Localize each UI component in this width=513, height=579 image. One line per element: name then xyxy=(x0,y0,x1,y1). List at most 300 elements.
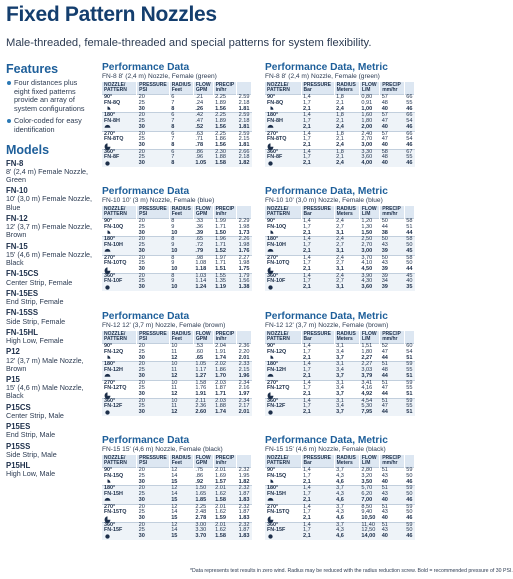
performance-table xyxy=(102,455,252,540)
value-cell: 4,6 xyxy=(334,534,359,540)
value-cell: 2,7 xyxy=(336,223,344,230)
footnote: *Data represents test results in zero wind. Radius may be reduced with the radius reduction screw. Bold = recommended pressure of 30 PSI. xyxy=(190,568,513,574)
value-cell: 3.30 xyxy=(193,528,213,533)
nozzle-model: FN-8H xyxy=(267,117,283,124)
value-cell: 54 xyxy=(406,348,413,355)
value-cell: 4,00 xyxy=(359,161,379,167)
nozzle-model: FN-8F xyxy=(104,154,120,161)
value-cell: 12 xyxy=(169,468,193,474)
model-item xyxy=(6,290,94,306)
value-cell: 1.95 xyxy=(238,472,250,479)
value-cell: 1.83 xyxy=(238,496,250,503)
value-cell: 4,10 xyxy=(361,260,373,267)
value-cell: 3,30 xyxy=(359,150,379,156)
nozzle-model: FN-15TQ xyxy=(267,509,290,516)
value-cell: 3.70 xyxy=(193,534,213,540)
table-row xyxy=(102,267,252,274)
performance-table xyxy=(102,331,252,416)
column-header xyxy=(404,455,414,468)
value-cell: 20 xyxy=(137,399,170,405)
value-cell: 1.86 xyxy=(213,368,237,373)
table-row xyxy=(265,534,415,540)
value-cell: 1.58 xyxy=(213,497,237,504)
value-cell: .52 xyxy=(193,124,213,131)
value-cell: 30 xyxy=(138,391,145,398)
value-cell: 25 xyxy=(138,223,145,230)
value-cell: 25 xyxy=(137,155,170,160)
value-cell: 2,1 xyxy=(301,285,334,291)
value-cell: .39 xyxy=(195,229,204,236)
value-cell: 2.59 xyxy=(238,94,250,101)
value-cell: 30 xyxy=(138,354,145,361)
value-cell: 43 xyxy=(380,243,405,248)
pattern-angle: 360° xyxy=(104,149,116,156)
value-cell: 2.01 xyxy=(213,486,237,492)
value-cell: 1,50 xyxy=(361,229,373,236)
value-cell: 2.03 xyxy=(213,380,237,386)
block-subtitle: FN-15 15' (4,6 m) Nozzle, Female (black) xyxy=(265,446,386,453)
value-cell: 3,7 xyxy=(336,391,344,398)
value-cell: 2,00 xyxy=(359,124,379,131)
value-cell: 46 xyxy=(404,534,414,540)
value-cell: 2.25 xyxy=(213,113,237,119)
value-cell: 1,7 xyxy=(303,223,311,230)
value-cell: 6,20 xyxy=(359,492,379,497)
value-cell: 40 xyxy=(380,534,405,540)
value-cell: 1,7 xyxy=(301,368,334,373)
value-cell: 8 xyxy=(171,142,175,149)
value-cell: 1.03 xyxy=(193,274,213,280)
value-cell: 1,30 xyxy=(361,223,373,230)
value-cell: 12 xyxy=(169,410,193,416)
spray-pattern-icon xyxy=(104,373,111,378)
value-cell: 1.85 xyxy=(193,497,213,504)
nozzle-model: FN-15H xyxy=(104,490,123,497)
value-cell: 20 xyxy=(137,362,170,368)
nozzle-model: FN-12Q xyxy=(104,348,124,355)
table-row xyxy=(102,285,252,291)
value-cell: 1,8 xyxy=(334,131,359,137)
value-cell: 12 xyxy=(169,523,193,529)
value-cell: 1.82 xyxy=(238,160,250,167)
value-cell: 46 xyxy=(406,478,413,485)
value-cell: 25 xyxy=(137,368,170,373)
value-cell: .36 xyxy=(195,223,204,230)
value-cell: 3,1 xyxy=(334,362,359,368)
value-cell: 1.76 xyxy=(195,385,207,392)
value-cell: 25 xyxy=(137,492,170,497)
value-cell: 2.17 xyxy=(238,403,250,410)
performance-table xyxy=(265,331,415,416)
value-cell: 1.87 xyxy=(238,490,250,497)
value-cell: 1.91 xyxy=(195,391,207,398)
value-cell: 59 xyxy=(404,486,414,492)
table-row xyxy=(265,285,415,291)
value-cell: .60 xyxy=(195,348,204,355)
value-cell: 1.82 xyxy=(238,478,250,485)
value-cell: 1.19 xyxy=(213,285,237,291)
spray-pattern-icon xyxy=(267,392,274,397)
value-cell: 1,20 xyxy=(359,219,379,225)
value-cell: 30 xyxy=(137,497,170,504)
models-list xyxy=(6,160,94,479)
value-cell: 4,3 xyxy=(336,509,344,516)
value-cell: 8,50 xyxy=(359,504,379,510)
value-cell: 1.83 xyxy=(238,515,250,522)
value-cell: 39 xyxy=(381,266,388,273)
value-cell: 9 xyxy=(171,260,175,267)
model-desc: End Strip, Male xyxy=(6,430,56,440)
value-cell: 2.48 xyxy=(195,509,207,516)
value-cell: 34 xyxy=(380,279,405,284)
value-cell: 2.25 xyxy=(213,131,237,137)
value-cell: 25 xyxy=(137,119,170,124)
value-cell: 2.11 xyxy=(193,399,213,405)
value-cell: 12,50 xyxy=(359,528,379,533)
value-cell: 1.27 xyxy=(193,373,213,380)
pattern-angle: 270° xyxy=(104,254,116,261)
value-cell: 1,80 xyxy=(361,348,373,355)
value-cell: 6 xyxy=(169,150,193,156)
value-cell: 1.05 xyxy=(193,362,213,368)
value-cell: 58 xyxy=(404,219,414,225)
value-cell: 2,1 xyxy=(301,248,334,255)
value-cell: 7 xyxy=(171,136,175,143)
features-list xyxy=(6,79,94,135)
nozzle-model: FN-15H xyxy=(267,490,286,497)
performance-block xyxy=(102,62,252,167)
value-cell: 25 xyxy=(137,528,170,533)
value-cell: 30 xyxy=(137,124,170,131)
nozzle-model: FN-12Q xyxy=(267,348,287,355)
value-cell: 45 xyxy=(404,274,414,280)
value-cell: 2.59 xyxy=(238,112,250,119)
value-cell: 25 xyxy=(138,348,145,355)
block-subtitle: FN-10 10' (3 m) Nozzle, Female (blue) xyxy=(102,197,215,204)
value-cell: 59 xyxy=(404,523,414,529)
value-cell: 3,70 xyxy=(359,255,379,261)
value-cell: 0,91 xyxy=(361,99,373,106)
model-desc: 10' (3,0 m) Female Nozzle, Blue xyxy=(6,194,93,212)
spray-pattern-icon xyxy=(104,267,111,272)
value-cell: 55 xyxy=(406,385,413,392)
column-header: RADIUS Meters xyxy=(334,82,359,95)
nozzle-model: FN-10H xyxy=(267,241,286,248)
value-cell: 14 xyxy=(169,528,193,533)
model-item xyxy=(6,462,94,478)
value-cell: 11 xyxy=(169,404,193,409)
value-cell: 2.01 xyxy=(213,504,237,510)
column-header: PRECIP mm/hr xyxy=(380,206,405,219)
model-name: FN-10 xyxy=(6,186,28,196)
value-cell: 2.36 xyxy=(193,404,213,409)
value-cell: 2,40 xyxy=(359,131,379,137)
pattern-angle: 90° xyxy=(267,218,276,225)
model-item xyxy=(6,423,94,439)
value-cell: 9 xyxy=(169,243,193,248)
table-header-row xyxy=(265,331,415,344)
value-cell: 7 xyxy=(169,119,193,124)
value-cell: 2.32 xyxy=(238,485,250,492)
value-cell: 3,00 xyxy=(359,248,379,255)
pattern-cell xyxy=(102,285,137,291)
value-cell: 2.15 xyxy=(238,136,250,143)
model-desc: 12' (3,7 m) Female Nozzle, Brown xyxy=(6,222,93,240)
block-title: Performance Data, Metric xyxy=(265,62,388,73)
page-title: Fixed Pattern Nozzles xyxy=(6,3,217,26)
value-cell: 20 xyxy=(137,380,170,386)
model-item xyxy=(6,215,94,240)
value-cell: 25 xyxy=(137,243,170,248)
column-header xyxy=(404,206,414,219)
performance-block xyxy=(102,435,252,540)
value-cell: 30 xyxy=(138,142,145,149)
value-cell: 2.01 xyxy=(213,523,237,529)
value-cell: 58 xyxy=(404,255,414,261)
pattern-angle: 90° xyxy=(267,467,276,474)
table-header-row xyxy=(102,206,252,219)
value-cell: 1.71 xyxy=(215,223,226,230)
value-cell: 51 xyxy=(380,399,405,405)
value-cell: 1.56 xyxy=(238,278,250,285)
value-cell: 3,4 xyxy=(336,348,344,355)
value-cell: 1.83 xyxy=(238,533,250,540)
column-header: FLOW GPM xyxy=(193,82,213,95)
value-cell: 2.30 xyxy=(213,150,237,156)
value-cell: 2,1 xyxy=(303,391,311,398)
pattern-cell xyxy=(102,161,137,167)
value-cell: 20 xyxy=(137,95,170,101)
value-cell: 2.26 xyxy=(238,236,250,243)
value-cell: 60 xyxy=(404,344,414,350)
value-cell: 57 xyxy=(380,95,405,101)
value-cell: 10 xyxy=(169,399,193,405)
value-cell: 2,1 xyxy=(301,534,334,540)
spray-pattern-icon xyxy=(104,106,111,111)
value-cell: 2.27 xyxy=(238,254,250,261)
spray-pattern-icon xyxy=(104,516,111,521)
value-cell: 3,1 xyxy=(334,399,359,405)
block-title: Performance Data, Metric xyxy=(265,311,388,322)
value-cell: 1,4 xyxy=(301,274,334,280)
block-subtitle: FN-8 8' (2,4 m) Nozzle, Female (green) xyxy=(265,73,380,80)
value-cell: 51 xyxy=(380,523,405,529)
value-cell: 50 xyxy=(406,260,413,267)
column-header: RADIUS Meters xyxy=(334,206,359,219)
value-cell: 20 xyxy=(137,237,170,243)
value-cell: 2,1 xyxy=(301,161,334,167)
column-header xyxy=(237,331,252,344)
value-cell: 1,51 xyxy=(359,344,379,350)
value-cell: 1.70 xyxy=(213,373,237,380)
model-name: FN-15ES xyxy=(6,288,39,298)
value-cell: 3,7 xyxy=(334,523,359,529)
model-item xyxy=(6,443,94,459)
value-cell: 9 xyxy=(169,279,193,284)
value-cell: 3,1 xyxy=(334,380,359,386)
value-cell: .92 xyxy=(195,478,204,485)
column-header: PRESSURE Bar xyxy=(301,331,334,344)
value-cell: 1,7 xyxy=(301,492,334,497)
value-cell: 8 xyxy=(169,161,193,167)
value-cell: 2.18 xyxy=(238,154,250,161)
value-cell: 40 xyxy=(404,279,414,284)
value-cell: 40 xyxy=(381,105,388,112)
value-cell: 1,7 xyxy=(301,404,334,409)
model-name: P15SS xyxy=(6,441,31,451)
spray-pattern-icon xyxy=(104,161,111,166)
value-cell: 20 xyxy=(137,255,170,261)
value-cell: 51 xyxy=(380,468,405,474)
value-cell: 20 xyxy=(137,274,170,280)
block-subtitle: FN-12 12' (3,7 m) Nozzle, Female (brown) xyxy=(265,322,389,329)
value-cell: 3,60 xyxy=(359,155,379,160)
pattern-cell xyxy=(265,410,301,416)
column-header xyxy=(237,206,252,219)
value-cell: 10 xyxy=(171,266,178,273)
column-header: PRECIP in/hr xyxy=(213,331,237,344)
value-cell: 50 xyxy=(404,528,414,533)
column-header xyxy=(237,455,252,468)
value-cell: 1.79 xyxy=(238,273,250,280)
value-cell: 11 xyxy=(171,385,177,392)
nozzle-model: FN-12H xyxy=(267,366,286,373)
model-item xyxy=(6,376,94,401)
value-cell: 3,79 xyxy=(359,373,379,380)
value-cell: 1.55 xyxy=(213,274,237,280)
value-cell: 2,1 xyxy=(301,373,334,380)
value-cell: 43 xyxy=(381,509,388,516)
pattern-cell xyxy=(265,161,301,167)
value-cell: 1.87 xyxy=(215,385,226,392)
value-cell: 1.71 xyxy=(215,391,226,398)
value-cell: 10 xyxy=(171,229,178,236)
value-cell: 4,6 xyxy=(334,497,359,504)
value-cell: 2,1 xyxy=(301,497,334,504)
block-title: Performance Data xyxy=(102,62,190,73)
table-row xyxy=(265,161,415,167)
value-cell: 4,3 xyxy=(334,528,359,533)
value-cell: 20 xyxy=(137,468,170,474)
model-item xyxy=(6,270,94,286)
value-cell: 55 xyxy=(404,155,414,160)
value-cell: 20 xyxy=(137,219,170,225)
value-cell: 2,1 xyxy=(334,119,359,124)
spray-pattern-icon xyxy=(104,230,111,235)
model-name: P15 xyxy=(6,375,20,385)
value-cell: 2,1 xyxy=(303,515,311,522)
value-cell: 3,7 xyxy=(334,504,359,510)
nozzle-model: FN-10Q xyxy=(104,223,124,230)
block-subtitle: FN-15 15' (4,6 m) Nozzle, Female (black) xyxy=(102,446,223,453)
nozzle-model: FN-15Q xyxy=(104,472,124,479)
value-cell: 59 xyxy=(404,362,414,368)
table-row xyxy=(102,248,252,255)
value-cell: 25 xyxy=(138,472,145,479)
value-cell: 50 xyxy=(404,492,414,497)
pattern-cell xyxy=(102,534,137,540)
value-cell: 1.97 xyxy=(213,255,237,261)
value-cell: 1,7 xyxy=(303,136,311,143)
column-header: PRECIP mm/hr xyxy=(380,82,405,95)
sidebar xyxy=(6,62,94,482)
value-cell: 59 xyxy=(404,399,414,405)
value-cell: 47 xyxy=(381,385,388,392)
value-cell: 30 xyxy=(138,105,145,112)
model-desc: 12' (3,7 m) Male Nozzle, Brown xyxy=(6,355,84,373)
value-cell: 2,7 xyxy=(334,243,359,248)
block-title: Performance Data, Metric xyxy=(265,435,388,446)
value-cell: 1.38 xyxy=(238,284,250,291)
model-name: FN-15 xyxy=(6,241,28,251)
pattern-cell xyxy=(265,285,301,291)
table-row xyxy=(102,410,252,416)
nozzle-model: FN-10H xyxy=(104,241,123,248)
nozzle-model: FN-8Q xyxy=(267,99,284,106)
column-header: FLOW L/M xyxy=(359,82,379,95)
value-cell: 1,7 xyxy=(301,279,334,284)
column-header: RADIUS Feet xyxy=(169,455,193,468)
pattern-angle: 180° xyxy=(104,485,116,492)
value-cell: 10 xyxy=(169,285,193,291)
value-cell: 1.58 xyxy=(213,534,237,540)
spray-pattern-icon xyxy=(104,285,111,290)
nozzle-model: FN-10F xyxy=(267,278,286,285)
pattern-angle: 180° xyxy=(267,361,279,368)
value-cell: 15 xyxy=(169,497,193,504)
value-cell: 43 xyxy=(381,260,388,267)
value-cell: 3,1 xyxy=(336,266,344,273)
value-cell: 2.78 xyxy=(195,515,207,522)
value-cell: 1.69 xyxy=(215,472,226,479)
table-row xyxy=(102,161,252,167)
table-header-row xyxy=(102,331,252,344)
value-cell: 15 xyxy=(171,478,178,485)
value-cell: 25 xyxy=(138,509,145,516)
spray-pattern-icon xyxy=(104,392,111,397)
value-cell: 2.20 xyxy=(238,348,250,355)
value-cell: 1.75 xyxy=(238,266,250,273)
value-cell: 14 xyxy=(169,492,193,497)
value-cell: 12 xyxy=(169,486,193,492)
column-header: RADIUS Meters xyxy=(334,455,359,468)
value-cell: 3,7 xyxy=(334,410,359,416)
value-cell: 2.18 xyxy=(238,99,250,106)
value-cell: 1,00 xyxy=(361,105,373,112)
value-cell: 1,4 xyxy=(301,504,334,510)
value-cell: 4,6 xyxy=(336,478,344,485)
table-row xyxy=(102,124,252,131)
spray-pattern-icon xyxy=(104,479,111,484)
value-cell: .98 xyxy=(193,255,213,261)
pattern-angle: 360° xyxy=(267,273,279,280)
value-cell: .96 xyxy=(193,155,213,160)
model-name: FN-15CS xyxy=(6,269,39,279)
value-cell: 1,7 xyxy=(301,119,334,124)
performance-table xyxy=(265,206,415,291)
model-desc: Side Strip, Female xyxy=(6,316,66,326)
value-cell: 20 xyxy=(137,523,170,529)
spray-pattern-icon xyxy=(104,410,111,415)
value-cell: 54 xyxy=(406,136,413,143)
value-cell: 1.96 xyxy=(238,372,250,379)
value-cell: 7,95 xyxy=(359,410,379,416)
model-item xyxy=(6,187,94,212)
column-header: NOZZLE/ PATTERN xyxy=(265,455,301,468)
value-cell: 48 xyxy=(380,368,405,373)
pattern-angle: 90° xyxy=(104,343,113,350)
value-cell: 1.56 xyxy=(215,142,226,149)
